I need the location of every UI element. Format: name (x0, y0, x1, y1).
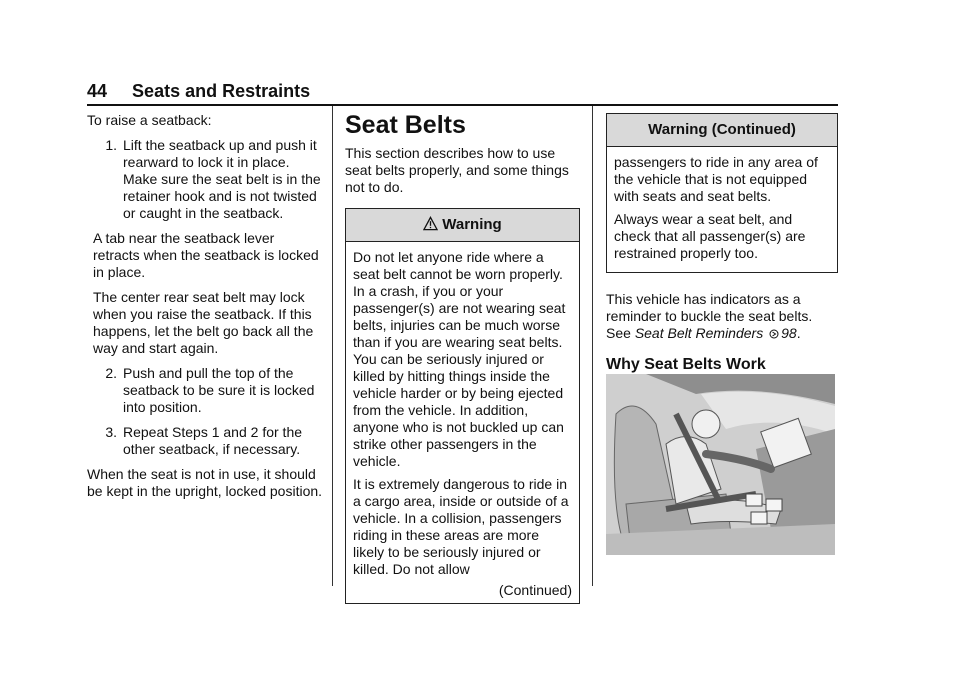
column-2 (345, 111, 580, 604)
warning-title: Warning (442, 216, 502, 233)
step-2 (87, 365, 323, 416)
step-number: 3. (105, 424, 117, 440)
section-title: Seat Belts (345, 111, 466, 139)
step-1 (87, 137, 323, 222)
warning-triangle-icon (423, 216, 438, 231)
warning-body (346, 242, 579, 603)
page-reference-icon (769, 329, 779, 339)
warning-paragraph: Do not let anyone ride where a seat belt cannot be worn properly. In a crash, if you or your passenger(s) are not wearing seat belts, injuries can be much worse than if you are wearing seat belts. You can be seriously injured or killed by hitting things inside the vehicle harder or by being ejected from the vehicle. In addition, anyone who is not buckled up can strike other passengers in the vehicle. (353, 249, 566, 469)
page-number: 44 (87, 81, 108, 101)
column-1 (87, 112, 323, 508)
step-1-note: The center rear seat belt may lock when you raise the seatback. If this happens, let the belt go back all the way and start again. (93, 289, 314, 356)
reminder-paragraph (606, 291, 838, 342)
closing-paragraph: When the seat is not in use, it should be kept in the upright, locked position. (87, 466, 323, 499)
step-number: 2. (105, 365, 117, 381)
subheading: Why Seat Belts Work (606, 356, 766, 373)
header-rule (87, 104, 838, 106)
step-text: Lift the seatback up and push it rearward to lock it in place. Make sure the seat belt is in the retainer hook and is not twisted or caught in the seatback. (123, 137, 321, 221)
warning-header: Warning (Continued) (607, 114, 837, 147)
column-divider-2 (592, 106, 593, 586)
warning-header (346, 209, 579, 242)
step-3 (87, 424, 323, 458)
warning-box-continued (606, 113, 838, 273)
continued-label: (Continued) (498, 582, 572, 598)
step-text: Repeat Steps 1 and 2 for the other seatback, if necessary. (123, 424, 303, 457)
warning-body (607, 147, 837, 272)
warning-paragraph: Always wear a seat belt, and check that all passenger(s) are restrained properly too. (614, 211, 806, 261)
reminder-text-end: . (796, 325, 801, 341)
column-divider-1 (332, 106, 333, 586)
section-intro: This section describes how to use seat belts properly, and some things not to do. (345, 145, 569, 195)
step-1-note: A tab near the seatback lever retracts when the seatback is locked in place. (93, 230, 319, 280)
reminder-text: This vehicle has indicators as a reminder to buckle the seat belts. See (606, 291, 813, 341)
step-text: Push and pull the top of the seatback to be sure it is locked into position. (123, 365, 315, 415)
warning-box (345, 208, 580, 604)
warning-paragraph: passengers to ride in any area of the vehicle that is not equipped with seats and seat belts. (614, 154, 818, 204)
reference-page-number[interactable]: 98 (781, 325, 797, 341)
raise-seatback-intro: To raise a seatback: (87, 112, 212, 128)
warning-paragraph: It is extremely dangerous to ride in a cargo area, inside or outside of a vehicle. In a collision, passengers riding in these areas are more likely to be seriously injured or killed. Do not allow (353, 476, 569, 577)
page-header (87, 80, 310, 102)
cross-reference-link[interactable]: Seat Belt Reminders (634, 325, 764, 341)
chapter-title: Seats and Restraints (132, 81, 311, 101)
step-number: 1. (105, 137, 117, 153)
column-3 (606, 113, 838, 373)
seat-belt-crash-illustration (606, 374, 835, 555)
steps-list (87, 137, 323, 458)
